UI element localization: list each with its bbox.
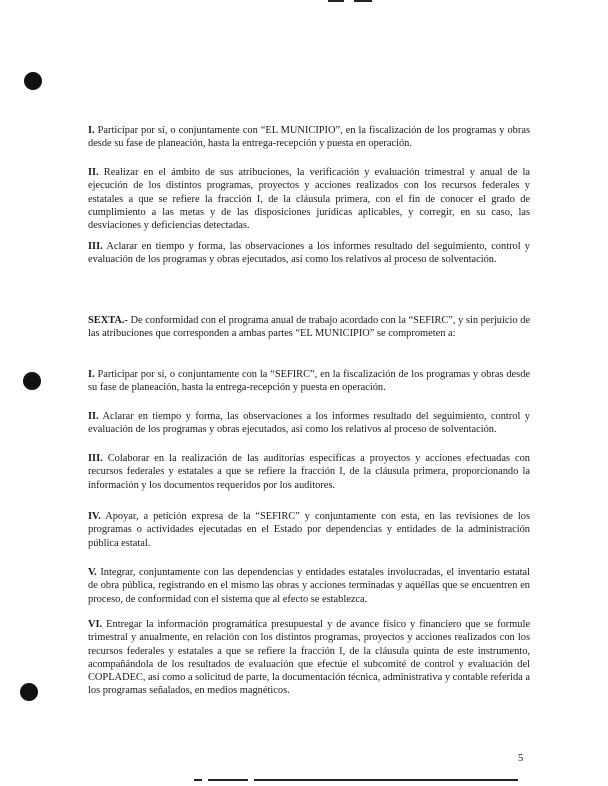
sexta-clause-heading: [88, 314, 530, 341]
clause-paragraph: [88, 124, 530, 151]
punch-hole: [24, 72, 42, 90]
clause-numeral: I.: [88, 125, 95, 136]
clause-text: Aclarar en tiempo y forma, las observaciones a los informes resultado del seguimiento, control y evaluación de los programas y obras ejecutados, así como los relativos al proceso de solventación.: [88, 411, 530, 436]
clause-text: De conformidad con el programa anual de trabajo acordado con la “SEFIRC”, y sin perjuicio de las atribuciones que corresponden a ambas partes “EL MUNICIPIO” se comprometen a:: [88, 315, 530, 340]
clause-paragraph: [88, 618, 530, 698]
scan-mark: [354, 0, 372, 2]
scan-gap: [248, 779, 254, 781]
clause-numeral: IV.: [88, 511, 101, 522]
clause-text: Participar por sí, o conjuntamente con la “SEFIRC”, en la fiscalización de los programas y obras desde su fase de planeación, hasta la entrega-recepción y puesta en operación.: [88, 369, 530, 394]
page-number: 5: [518, 753, 524, 764]
clause-numeral: II.: [88, 167, 99, 178]
clause-text: Integrar, conjuntamente con las dependencias y entidades estatales involucradas, el inventario estatal de obra pública, registrando en el mismo las obras y acciones terminadas y aquéllas que se encuentren en proceso, de conformidad con el sistema que al efecto se establezca.: [88, 567, 530, 605]
clause-paragraph: [88, 452, 530, 492]
clause-text: Entregar la información programática presupuestal y de avance físico y financiero que se formule trimestral y anualmente, en relación con los distintos programas, proyectos y acciones realizados con los recursos federales y estatales a que se refiere la fracción I, de la cláusula quinta de este instrumento, acompañándola de los resultados de evaluación que efectúe el subcomité de control y evaluación del COPLADEC, así como a solicitud de parte, la documentación técnica, administrativa y contable referida a los programas señalados, en medios magnéticos.: [88, 619, 530, 697]
clause-title: SEXTA.-: [88, 315, 128, 326]
punch-hole: [20, 683, 38, 701]
scan-mark: [328, 0, 344, 2]
scan-mark: [194, 779, 202, 781]
clause-paragraph: [88, 368, 530, 395]
clause-numeral: I.: [88, 369, 95, 380]
clause-text: Participar por sí, o conjuntamente con “EL MUNICIPIO”, en la fiscalización de los programas y obras desde su fase de planeación, hasta la entrega-recepción y puesta en operación.: [88, 125, 530, 150]
top-scan-marks: [328, 0, 378, 4]
bottom-scan-rule: [208, 779, 518, 781]
clause-paragraph: [88, 566, 530, 606]
clause-paragraph: [88, 240, 530, 267]
punch-hole: [23, 372, 41, 390]
clause-numeral: VI.: [88, 619, 103, 630]
clause-paragraph: [88, 510, 530, 550]
clause-text: Apoyar, a petición expresa de la “SEFIRC” y conjuntamente con esta, en las revisiones de los programas o actividades ejecutadas en el Estado por dependencias y entidades de la administración pública estatal.: [88, 511, 530, 549]
clause-paragraph: [88, 166, 530, 232]
clause-text: Realizar en el ámbito de sus atribuciones, la verificación y evaluación trimestral y anual de la ejecución de los distintos programas, proyectos y acciones realizados con los recursos federales y estatales a que se refiere la fracción I, de la cláusula primera, con el fin de conocer el grado de cumplimiento a las metas y de las disposiciones jurídicas aplicables, y corregir, en su caso, las desviaciones y deficiencias detectadas.: [88, 167, 530, 232]
clause-numeral: III.: [88, 241, 103, 252]
clause-numeral: V.: [88, 567, 97, 578]
clause-paragraph: [88, 410, 530, 437]
clause-numeral: III.: [88, 453, 103, 464]
clause-text: Colaborar en la realización de las auditorías específicas a proyectos y acciones efectuadas con recursos federales y estatales a que se refiere la fracción I, de la cláusula primera, proporcionando la información y los documentos requeridos por los auditores.: [88, 453, 530, 491]
clause-numeral: II.: [88, 411, 99, 422]
clause-text: Aclarar en tiempo y forma, las observaciones a los informes resultado del seguimiento, control y evaluación de los programas y obras ejecutados, así como los relativos al proceso de solventación.: [88, 241, 530, 266]
